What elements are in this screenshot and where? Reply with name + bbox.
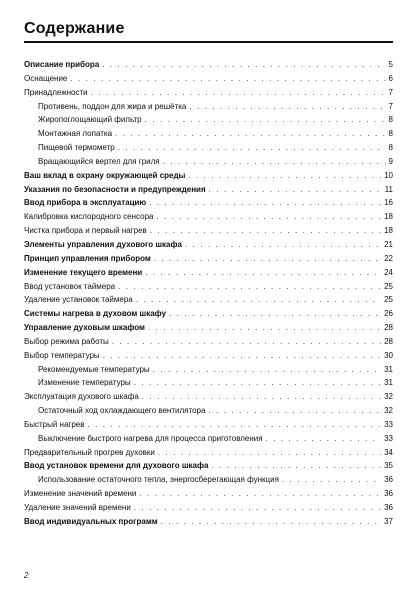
toc-entry-page: 36: [384, 475, 393, 485]
toc-entry-page: 18: [384, 226, 393, 236]
dot-leader: [91, 86, 386, 100]
table-of-contents: [24, 58, 393, 529]
toc-entry-page: 28: [384, 323, 393, 333]
toc-entry-label: Предварительный прогрев духовки: [24, 447, 155, 457]
dot-leader: [149, 196, 381, 210]
toc-entry-label: Выбор температуры: [24, 350, 100, 360]
toc-entry[interactable]: [24, 100, 393, 114]
toc-entry-label: Описание прибора: [24, 60, 100, 69]
toc-entry-label: Остаточный ход охлаждающего вентилятора: [38, 406, 206, 416]
dot-leader: [158, 446, 381, 460]
toc-entry-page: 16: [384, 198, 393, 208]
page-title: Содержание: [24, 20, 125, 37]
dot-leader: [208, 404, 381, 418]
dot-leader: [139, 487, 381, 501]
dot-leader: [153, 363, 381, 377]
toc-entry-label: Ввод установок времени для духового шкафа: [24, 461, 209, 471]
toc-entry-label: Удаление значений времени: [24, 503, 131, 512]
toc-entry-label: Управление духовым шкафом: [24, 323, 145, 333]
toc-entry-page: 21: [384, 239, 393, 249]
toc-entry-page: 24: [384, 267, 393, 277]
dot-leader: [188, 169, 381, 183]
dot-leader: [189, 100, 385, 114]
toc-entry[interactable]: [24, 418, 393, 432]
dot-leader: [266, 432, 382, 446]
dot-leader: [211, 459, 381, 473]
toc-entry-page: 7: [388, 87, 393, 97]
dot-leader: [185, 238, 381, 252]
toc-entry-page: 8: [388, 115, 393, 125]
toc-entry-label: Выключение быстрого нагрева для процесса приготовления: [38, 433, 263, 443]
toc-entry[interactable]: [24, 280, 393, 294]
toc-entry[interactable]: [24, 141, 393, 155]
toc-entry-page: 30: [384, 350, 393, 360]
toc-entry-label: Принадлежности: [24, 87, 88, 97]
toc-entry[interactable]: [24, 238, 393, 252]
toc-entry-label: Ввод прибора в эксплуатацию: [24, 198, 147, 208]
dot-leader: [70, 72, 385, 86]
toc-entry[interactable]: [24, 404, 393, 418]
toc-entry-page: 7: [388, 101, 393, 111]
dot-leader: [209, 183, 382, 197]
toc-entry[interactable]: [24, 86, 393, 100]
toc-entry-page: 34: [384, 447, 393, 457]
toc-entry-page: 37: [384, 516, 393, 526]
toc-entry-page: 18: [384, 212, 393, 222]
toc-entry[interactable]: [24, 113, 393, 127]
toc-entry[interactable]: [24, 459, 393, 473]
toc-entry-label: Изменение температуры: [38, 378, 131, 388]
dot-leader: [169, 307, 381, 321]
toc-entry-label: Калибровка кислородного сенсора: [24, 212, 154, 222]
toc-entry[interactable]: [24, 196, 393, 210]
toc-entry-label: Вращающийся вертел для гриля: [38, 156, 160, 166]
toc-entry-label: Изменение значений времени: [24, 489, 137, 499]
toc-entry-label: Указания по безопасности и предупреждения: [24, 184, 206, 194]
toc-entry-page: 25: [384, 281, 393, 291]
toc-entry-label: Выбор режима работы: [24, 336, 109, 346]
toc-entry[interactable]: [24, 349, 393, 363]
toc-entry-label: Пищевой термометр: [38, 143, 115, 153]
dot-leader: [136, 293, 381, 307]
dot-leader: [88, 418, 382, 432]
dot-leader: [154, 252, 381, 266]
toc-entry-label: Элементы управления духового шкафа: [24, 239, 182, 249]
dot-leader: [148, 321, 381, 335]
toc-entry[interactable]: [24, 501, 393, 515]
toc-entry-label: Противень, поддон для жира и решётка: [38, 101, 187, 111]
toc-entry-label: Быстрый нагрев: [24, 419, 85, 429]
toc-entry[interactable]: [24, 335, 393, 349]
toc-entry-label: Оснащение: [24, 73, 68, 83]
dot-leader: [163, 155, 386, 169]
toc-entry[interactable]: [24, 487, 393, 501]
toc-entry-page: 22: [384, 253, 393, 263]
toc-entry-label: Изменение текущего времени: [24, 267, 143, 277]
dot-leader: [102, 58, 385, 72]
dot-leader: [134, 501, 381, 515]
toc-entry-label: Системы нагрева в духовом шкафу: [24, 309, 167, 319]
toc-entry-label: Ввод индивидуальных программ: [24, 516, 158, 526]
toc-entry-page: 32: [384, 392, 393, 402]
toc-entry[interactable]: [24, 155, 393, 169]
dot-leader: [134, 376, 381, 390]
toc-entry[interactable]: [24, 390, 393, 404]
toc-entry-label: Ввод установок таймера: [24, 281, 116, 291]
toc-entry-page: 8: [388, 143, 393, 153]
toc-entry-page: 6: [388, 73, 393, 83]
dot-leader: [145, 266, 381, 280]
dot-leader: [161, 515, 381, 529]
toc-entry[interactable]: [24, 72, 393, 86]
dot-leader: [156, 210, 381, 224]
dot-leader: [150, 224, 381, 238]
toc-entry[interactable]: [24, 210, 393, 224]
toc-entry-page: 25: [384, 295, 393, 305]
toc-entry[interactable]: [24, 446, 393, 460]
title-divider: [24, 41, 393, 43]
dot-leader: [145, 113, 386, 127]
toc-entry[interactable]: [24, 307, 393, 321]
toc-entry-label: Жиропоглощающий фильтр: [38, 115, 142, 125]
toc-entry[interactable]: [24, 376, 393, 390]
toc-entry-page: 5: [388, 60, 393, 69]
toc-entry[interactable]: [24, 432, 393, 446]
toc-entry[interactable]: [24, 473, 393, 487]
dot-leader: [115, 127, 386, 141]
dot-leader: [118, 141, 386, 155]
toc-entry-page: 8: [388, 129, 393, 139]
toc-entry-label: Рекомендуемые температуры: [38, 364, 150, 374]
toc-entry-label: Чистка прибора и первый нагрев: [24, 226, 147, 236]
toc-entry[interactable]: [24, 58, 393, 72]
toc-entry-page: 36: [384, 489, 393, 499]
dot-leader: [118, 280, 381, 294]
toc-entry-label: Использование остаточного тепла, энергосберегающая функция: [38, 475, 279, 485]
toc-entry-page: 33: [384, 419, 393, 429]
toc-entry[interactable]: [24, 515, 393, 529]
dot-leader: [142, 390, 381, 404]
toc-entry[interactable]: [24, 183, 393, 197]
toc-entry-page: 35: [384, 461, 393, 471]
dot-leader: [282, 473, 381, 487]
toc-entry[interactable]: [24, 127, 393, 141]
toc-entry-label: Монтажная лопатка: [38, 129, 113, 139]
toc-entry-page: 36: [384, 503, 393, 512]
toc-entry-page: 10: [384, 170, 393, 180]
toc-entry-page: 31: [384, 378, 393, 388]
toc-entry-page: 33: [384, 433, 393, 443]
toc-entry-label: Ваш вклад в охрану окружающей среды: [24, 170, 186, 180]
toc-entry-label: Удаление установок таймера: [24, 295, 133, 305]
toc-entry-page: 26: [384, 309, 393, 319]
toc-entry-label: Принцип управления прибором: [24, 253, 151, 263]
dot-leader: [112, 335, 381, 349]
toc-entry-page: 11: [384, 184, 393, 194]
toc-entry-page: 31: [384, 364, 393, 374]
toc-entry[interactable]: [24, 363, 393, 377]
toc-entry[interactable]: [24, 321, 393, 335]
dot-leader: [103, 349, 381, 363]
toc-entry[interactable]: [24, 266, 393, 280]
page-number: 2: [24, 571, 29, 580]
toc-entry-page: 32: [384, 406, 393, 416]
toc-entry[interactable]: [24, 252, 393, 266]
toc-entry[interactable]: [24, 224, 393, 238]
toc-entry-page: 28: [384, 336, 393, 346]
toc-entry-label: Эксплуатация духового шкафа: [24, 392, 139, 402]
toc-entry[interactable]: [24, 169, 393, 183]
toc-entry[interactable]: [24, 293, 393, 307]
toc-entry-page: 9: [388, 156, 393, 166]
